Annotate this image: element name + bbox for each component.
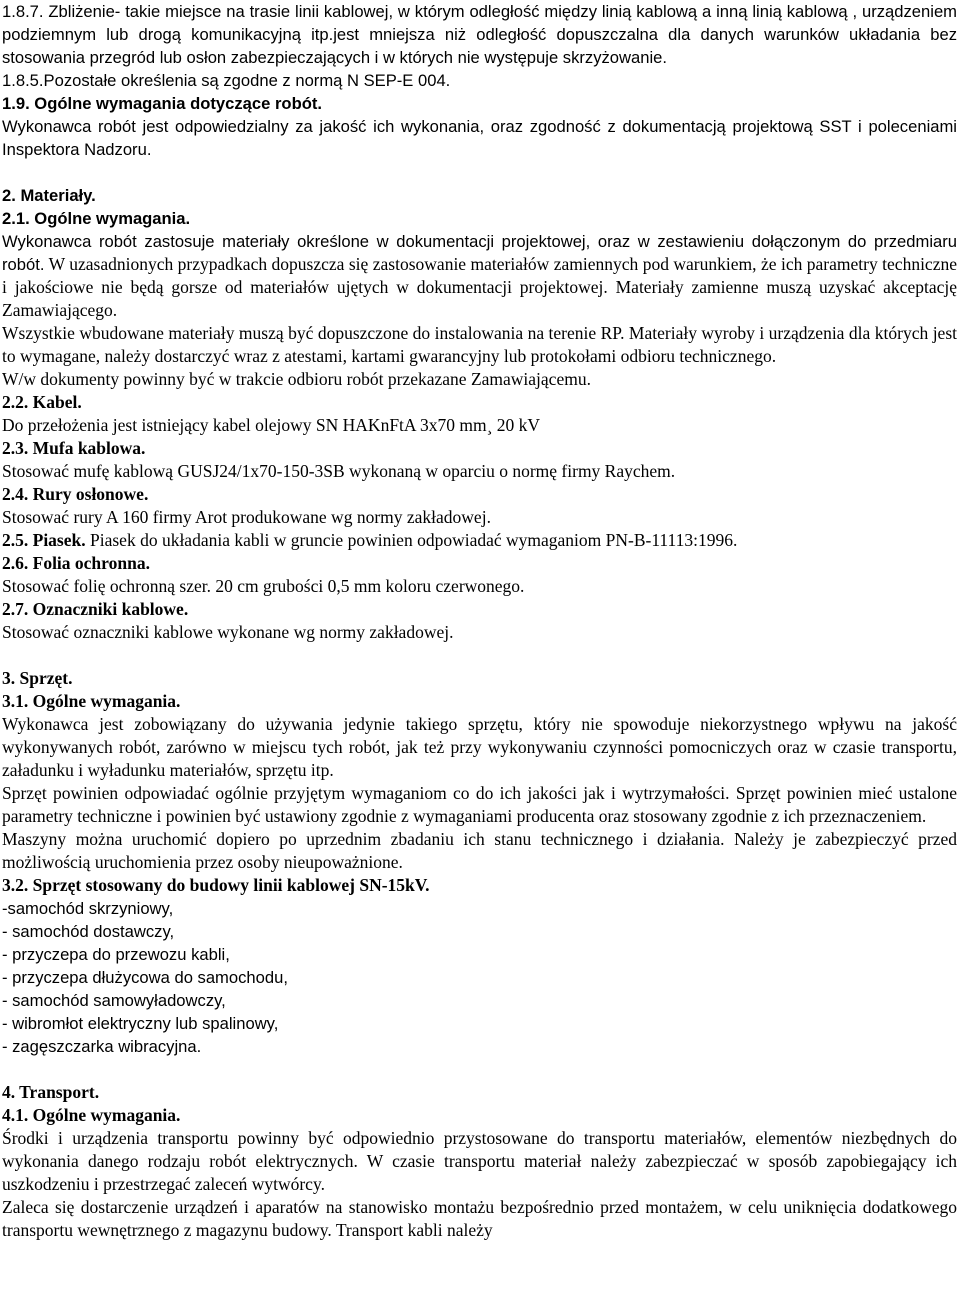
- heading-4-1: 4.1. Ogólne wymagania.: [2, 1105, 181, 1125]
- para-4-1-a: Środki i urządzenia transportu powinny być odpowiednio przystosowane do transportu materiałów, elementów niezbędnych do wykonania danego rodzaju robót elektrycznych. W czasie transportu materiał należy zabezpieczać w sposób zapobiegający ich uszkodzeniu i przestrzegać zaleceń wytwórcy.: [2, 1128, 957, 1194]
- para-2-4: Stosować rury A 160 firmy Arot produkowane wg normy zakładowej.: [2, 507, 491, 527]
- para-3-1-b: Sprzęt powinien odpowiadać ogólnie przyjętym wymaganiom co do ich jakości jak i wytrzymałości. Sprzęt powinien mieć ustalone parametry techniczne i powinien być ustawiony zgodnie z wymaganiami producenta oraz stosowany zgodnie z ich przeznaczeniem.: [2, 783, 957, 826]
- para-2-1-a-serif: W uzasadnionych przypadkach dopuszcza się zastosowanie materiałów zamiennych pod warunkiem, że ich parametry techniczne i jakościowe nie będą gorsze od materiałów ujętych w dokumentacji projektowej. Materiały zamienne muszą uzyskać akceptację Zamawiającego.: [2, 254, 957, 320]
- para-2-7: Stosować oznaczniki kablowe wykonane wg normy zakładowej.: [2, 622, 454, 642]
- heading-2-2: 2.2. Kabel.: [2, 392, 82, 412]
- para-2-6: Stosować folię ochronną szer. 20 cm grubości 0,5 mm koloru czerwonego.: [2, 576, 525, 596]
- list-item: - samochód dostawczy,: [2, 922, 175, 941]
- list-item: - samochód samowyładowczy,: [2, 991, 226, 1010]
- spacer: [2, 161, 957, 184]
- spacer: [2, 644, 957, 667]
- heading-2-3: 2.3. Mufa kablowa.: [2, 438, 146, 458]
- heading-2-materials: 2. Materiały.: [2, 186, 96, 205]
- para-4-1-b: Zaleca się dostarczenie urządzeń i aparatów na stanowisko montażu bezpośrednio przed montażem, w celu uniknięcia dodatkowego transportu wewnętrznego z magazynu budowy. Transport kabli należy: [2, 1197, 957, 1240]
- para-2-2: Do przełożenia jest istniejący kabel olejowy SN HAKnFtA 3x70 mm¸ 20 kV: [2, 415, 541, 435]
- heading-3-equipment: 3. Sprzęt.: [2, 668, 73, 688]
- heading-3-1: 3.1. Ogólne wymagania.: [2, 691, 181, 711]
- para-2-1-c: W/w dokumenty powinny być w trakcie odbioru robót przekazane Zamawiającemu.: [2, 369, 591, 389]
- heading-2-6: 2.6. Folia ochronna.: [2, 553, 150, 573]
- heading-2-5: 2.5. Piasek.: [2, 530, 86, 550]
- list-item: - wibromłot elektryczny lub spalinowy,: [2, 1014, 279, 1033]
- para-3-1-c: Maszyny można uruchomić dopiero po uprzednim zbadaniu ich stanu technicznego i działania. Należy je zabezpieczyć przed możliwością uruchomienia przez osoby nieupoważnione.: [2, 829, 957, 872]
- list-item: - przyczepa dłużycowa do samochodu,: [2, 968, 288, 987]
- heading-2-1: 2.1. Ogólne wymagania.: [2, 209, 191, 228]
- list-item: - zagęszczarka wibracyjna.: [2, 1037, 202, 1056]
- para-1-8-5: 1.8.5.Pozostałe określenia są zgodne z normą N SEP-E 004.: [2, 71, 451, 90]
- para-2-5-text: Piasek do układania kabli w gruncie powinien odpowiadać wymaganiom PN-B-11113:1996.: [85, 530, 738, 550]
- para-2-1-a: [2, 230, 957, 322]
- para-2-3: Stosować mufę kablową GUSJ24/1x70-150-3SB wykonaną w oparciu o normę firmy Raychem.: [2, 461, 676, 481]
- para-3-1-a: Wykonawca jest zobowiązany do używania jedynie takiego sprzętu, który nie spowoduje niekorzystnego wpływu na jakość wykonywanych robót, zarówno w miejscu tych robót, jak też przy wykonywaniu czynności pomocniczych oraz w czasie transportu, załadunku i wyładunku materiałów, sprzętu itp.: [2, 714, 957, 780]
- heading-1-9: 1.9. Ogólne wymagania dotyczące robót.: [2, 94, 322, 113]
- para-2-5: [2, 529, 957, 552]
- heading-2-7: 2.7. Oznaczniki kablowe.: [2, 599, 189, 619]
- spacer: [2, 1058, 957, 1081]
- heading-3-2: 3.2. Sprzęt stosowany do budowy linii kablowej SN-15kV.: [2, 875, 430, 895]
- heading-2-4: 2.4. Rury osłonowe.: [2, 484, 149, 504]
- para-2-1-a-sans: Wykonawca robót zastosuje materiały określone w dokumentacji projektowej, oraz w zestawieniu dołączonym do przedmiaru robót.: [2, 232, 957, 274]
- equipment-list: [2, 897, 957, 1058]
- para-2-1-b: Wszystkie wbudowane materiały muszą być dopuszczone do instalowania na terenie RP. Materiały wyroby i urządzenia dla których jest to wymagane, należy dostarczyć wraz z atestami, kartami gwarancyjny lub protokołami odbioru technicznego.: [2, 323, 957, 366]
- para-1-8-7: 1.8.7. Zbliżenie- takie miejsce na trasie linii kablowej, w którym odległość między linią kablową a inną linią kablową , urządzeniem podziemnym lub drogą komunikacyjną itp.jest mniejsza niż odległość dopuszczalna dla danych warunków układania bez stosowania przegród lub osłon zabezpieczających i w których nie występuje skrzyżowanie.: [2, 2, 957, 67]
- para-1-9: Wykonawca robót jest odpowiedzialny za jakość ich wykonania, oraz zgodność z dokumentacją projektową SST i poleceniami Inspektora Nadzoru.: [2, 117, 957, 159]
- list-item: - przyczepa do przewozu kabli,: [2, 945, 230, 964]
- heading-4-transport: 4. Transport.: [2, 1082, 100, 1102]
- list-item: -samochód skrzyniowy,: [2, 899, 174, 918]
